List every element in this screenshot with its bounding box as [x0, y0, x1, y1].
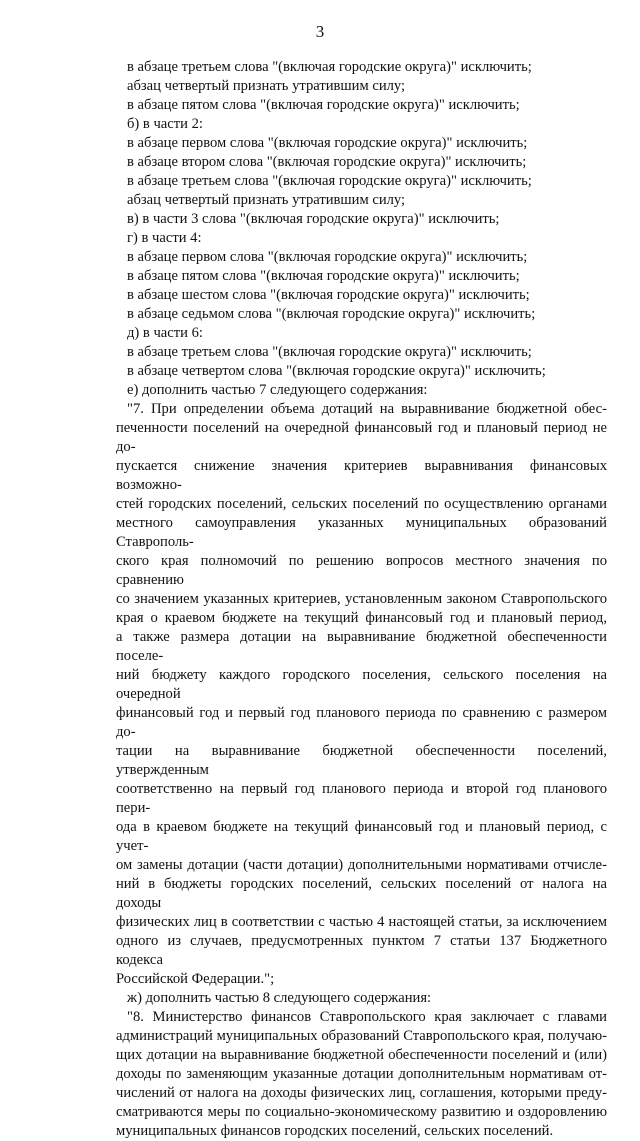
list-line: в абзаце третьем слова "(включая городские округа)" исключить;: [127, 344, 532, 360]
list-line: в абзаце третьем слова "(включая городские округа)" исключить;: [127, 173, 532, 189]
paragraph-line: одного из случаев, предусмотренных пунктом 7 статьи 137 Бюджетного кодекса: [116, 933, 607, 968]
paragraph-line: администраций муниципальных образований Ставропольского края, получаю-: [116, 1028, 607, 1044]
list-line: д) в части 6:: [127, 325, 203, 341]
list-line: абзац четвертый признать утратившим силу;: [127, 78, 406, 94]
paragraph-line: "8. Министерство финансов Ставропольского края заключает с главами: [127, 1009, 607, 1025]
paragraph-line: печенности поселений на очередной финансовый год и плановый период не до-: [116, 420, 607, 455]
paragraph-line: тации на выравнивание бюджетной обеспеченности поселений, утвержденным: [116, 743, 607, 778]
paragraph-line: соответственно на первый год планового периода и второй год планового пери-: [116, 781, 607, 816]
paragraph-line: со значением указанных критериев, установленным законом Ставропольского: [116, 591, 607, 607]
paragraph-line: числений от налога на доходы физических лиц, соглашения, которыми преду-: [116, 1085, 607, 1101]
paragraph-line: стей городских поселений, сельских поселений по осуществлению органами: [116, 496, 607, 512]
list-line: в абзаце первом слова "(включая городские округа)" исключить;: [127, 135, 528, 151]
paragraph-line: муниципальных финансов городских поселений, сельских поселений.: [116, 1123, 554, 1139]
paragraph-line: местного самоуправления указанных муниципальных образований Ставрополь-: [116, 515, 607, 550]
list-line: б) в части 2:: [127, 116, 203, 132]
paragraph-line: щих дотации на выравнивание бюджетной обеспеченности поселений и (или): [116, 1047, 607, 1063]
list-line: ж) дополнить частью 8 следующего содержания:: [127, 990, 432, 1006]
paragraph-line: края о краевом бюджете на текущий финансовый год и плановый период,: [116, 610, 607, 626]
paragraph-8: [116, 1008, 607, 1141]
paragraph-line: доходы по заменяющим указанные дотации дополнительным нормативам от-: [116, 1066, 607, 1082]
paragraph-line: ний бюджету каждого городского поселения, сельского поселения на очередной: [116, 667, 607, 702]
list-line: абзац четвертый признать утратившим силу;: [127, 192, 406, 208]
paragraph-line: ода в краевом бюджете на текущий финансовый год и плановый период, с учет-: [116, 819, 607, 854]
list-line: в абзаце седьмом слова "(включая городские округа)" исключить;: [127, 306, 536, 322]
paragraph-7: [116, 400, 607, 989]
page-number: 3: [315, 22, 325, 41]
list-line: в абзаце четвертом слова "(включая городские округа)" исключить;: [127, 363, 546, 379]
list-line: в абзаце шестом слова "(включая городские округа)" исключить;: [127, 287, 530, 303]
paragraph-line: ского края полномочий по решению вопросов местного значения по сравнению: [116, 553, 607, 588]
paragraph-line: сматриваются меры по социально-экономическому развитию и оздоровлению: [116, 1104, 607, 1120]
paragraph-line: финансовый год и первый год планового периода по сравнению с размером до-: [116, 705, 607, 740]
list-line: в абзаце первом слова "(включая городские округа)" исключить;: [127, 249, 528, 265]
document-body: [116, 58, 607, 1141]
paragraph-line: "7. При определении объема дотаций на выравнивание бюджетной обес-: [127, 401, 607, 417]
list-line: в абзаце пятом слова "(включая городские округа)" исключить;: [127, 97, 520, 113]
list-line: в абзаце третьем слова "(включая городские округа)" исключить;: [127, 59, 532, 75]
paragraph-line: пускается снижение значения критериев выравнивания финансовых возможно-: [116, 458, 607, 493]
paragraph-line: ний в бюджеты городских поселений, сельских поселений от налога на доходы: [116, 876, 607, 911]
list-line: в) в части 3 слова "(включая городские округа)" исключить;: [127, 211, 500, 227]
paragraph-line: физических лиц в соответствии с частью 4 настоящей статьи, за исключением: [116, 914, 607, 930]
paragraph-line: Российской Федерации.";: [116, 971, 275, 987]
paragraph-line: ом замены дотации (части дотации) дополнительными нормативами отчисле-: [116, 857, 607, 873]
list-line: е) дополнить частью 7 следующего содержания:: [127, 382, 428, 398]
list-line: в абзаце пятом слова "(включая городские округа)" исключить;: [127, 268, 520, 284]
list-line: в абзаце втором слова "(включая городские округа)" исключить;: [127, 154, 527, 170]
paragraph-line: а также размера дотации на выравнивание бюджетной обеспеченности поселе-: [116, 629, 607, 664]
list-line: г) в части 4:: [127, 230, 202, 246]
